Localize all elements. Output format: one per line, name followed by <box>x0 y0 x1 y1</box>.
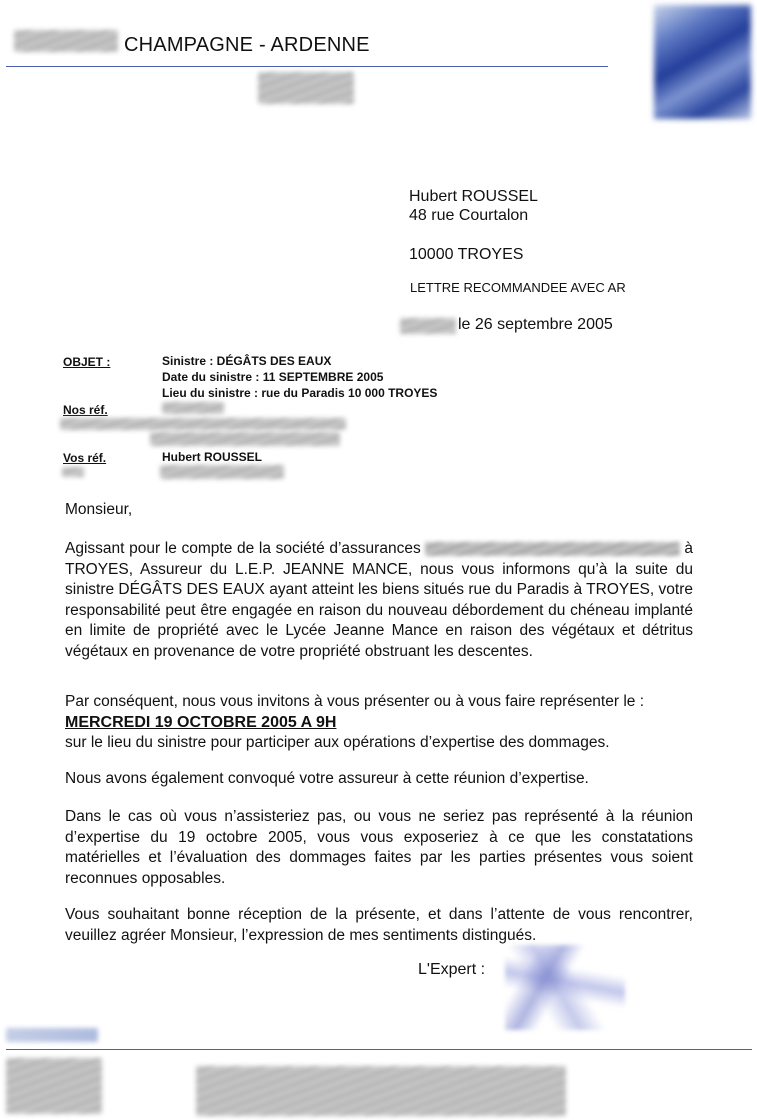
appointment-date: MERCREDI 19 OCTOBRE 2005 A 9H <box>65 713 337 731</box>
paragraph-1-rest: à TROYES, Assureur du L.E.P. JEANNE MANCE, nous vous informons qu’à la suite du sinistre DÉGÂTS DES EAUX ayant atteint les biens situés rue du Paradis à TROYES, votre responsabilité peut être engagée en raison du nouveau débordement du chéneau implanté en limite de propriété avec le Lycée Jeanne Mance en raison des végétaux et détritus végétaux en provenance de votre propriété obstruant les descentes. <box>65 540 693 660</box>
vos-ref-name: Hubert ROUSSEL <box>162 450 263 464</box>
paragraph-2 <box>65 692 693 754</box>
redacted-footer-left <box>6 1058 102 1114</box>
redacted-footer-tag <box>6 1028 98 1042</box>
redacted-footer-center <box>196 1066 566 1116</box>
letter-date: le 26 septembre 2005 <box>458 316 613 333</box>
redacted-vos-ref-line <box>62 467 84 477</box>
header-title: CHAMPAGNE - ARDENNE <box>124 34 370 56</box>
paragraph-4: Dans le cas où vous n’assisteriez pas, ou vous ne seriez pas représenté à la réunion d’expertise du 19 octobre 2005, vous vous exposeriez à ce que les constatations matérielles et l’évaluation des dommages faites par les parties présentes vous soient reconnues opposables. <box>65 808 693 887</box>
recipient-street: 48 rue Courtalon <box>409 207 529 224</box>
nos-ref-label: Nos réf. <box>63 403 108 417</box>
redacted-vos-ref-number <box>160 465 284 479</box>
vos-ref-label: Vos réf. <box>63 451 107 465</box>
closing-expert: L'Expert : <box>418 961 486 978</box>
footer-rule <box>6 1049 752 1050</box>
paragraph-3: Nous avons également convoqué votre assureur à cette réunion d’expertise. <box>65 770 589 787</box>
redacted-nos-ref-line-2 <box>150 432 340 446</box>
redacted-insurer <box>425 542 680 556</box>
redacted-place <box>400 318 456 334</box>
redacted-nos-ref-line <box>60 418 346 430</box>
objet-line-1: Sinistre : DÉGÂTS DES EAUX <box>162 354 332 368</box>
paragraph-1-start: Agissant pour le compte de la société d’assurances <box>65 540 421 557</box>
salutation: Monsieur, <box>65 501 133 518</box>
recipient-city: 10000 TROYES <box>409 246 524 263</box>
objet-line-2: Date du sinistre : 11 SEPTEMBRE 2005 <box>162 370 384 384</box>
expert-signature <box>505 945 625 1030</box>
recipient-name: Hubert ROUSSEL <box>409 188 538 205</box>
objet-label: OBJET : <box>63 355 111 369</box>
company-logo <box>654 5 751 119</box>
redacted-nos-ref <box>162 402 224 414</box>
paragraph-2-rest: sur le lieu du sinistre pour participer aux opérations d’expertise des dommages. <box>65 734 610 751</box>
mail-mode: LETTRE RECOMMANDEE AVEC AR <box>410 280 626 295</box>
header-rule <box>6 66 608 67</box>
redacted-company-name <box>14 30 118 52</box>
redacted-header-subline <box>258 72 354 104</box>
paragraph-2-intro: Par conséquent, nous vous invitons à vous présenter ou à vous faire représenter le : <box>65 693 645 710</box>
objet-line-3: Lieu du sinistre : rue du Paradis 10 000 TROYES <box>162 386 438 400</box>
paragraph-1 <box>65 539 693 662</box>
paragraph-5: Vous souhaitant bonne réception de la présente, et dans l’attente de vous rencontrer, veuillez agréer Monsieur, l’expression de mes sentiments distingués. <box>65 906 693 944</box>
